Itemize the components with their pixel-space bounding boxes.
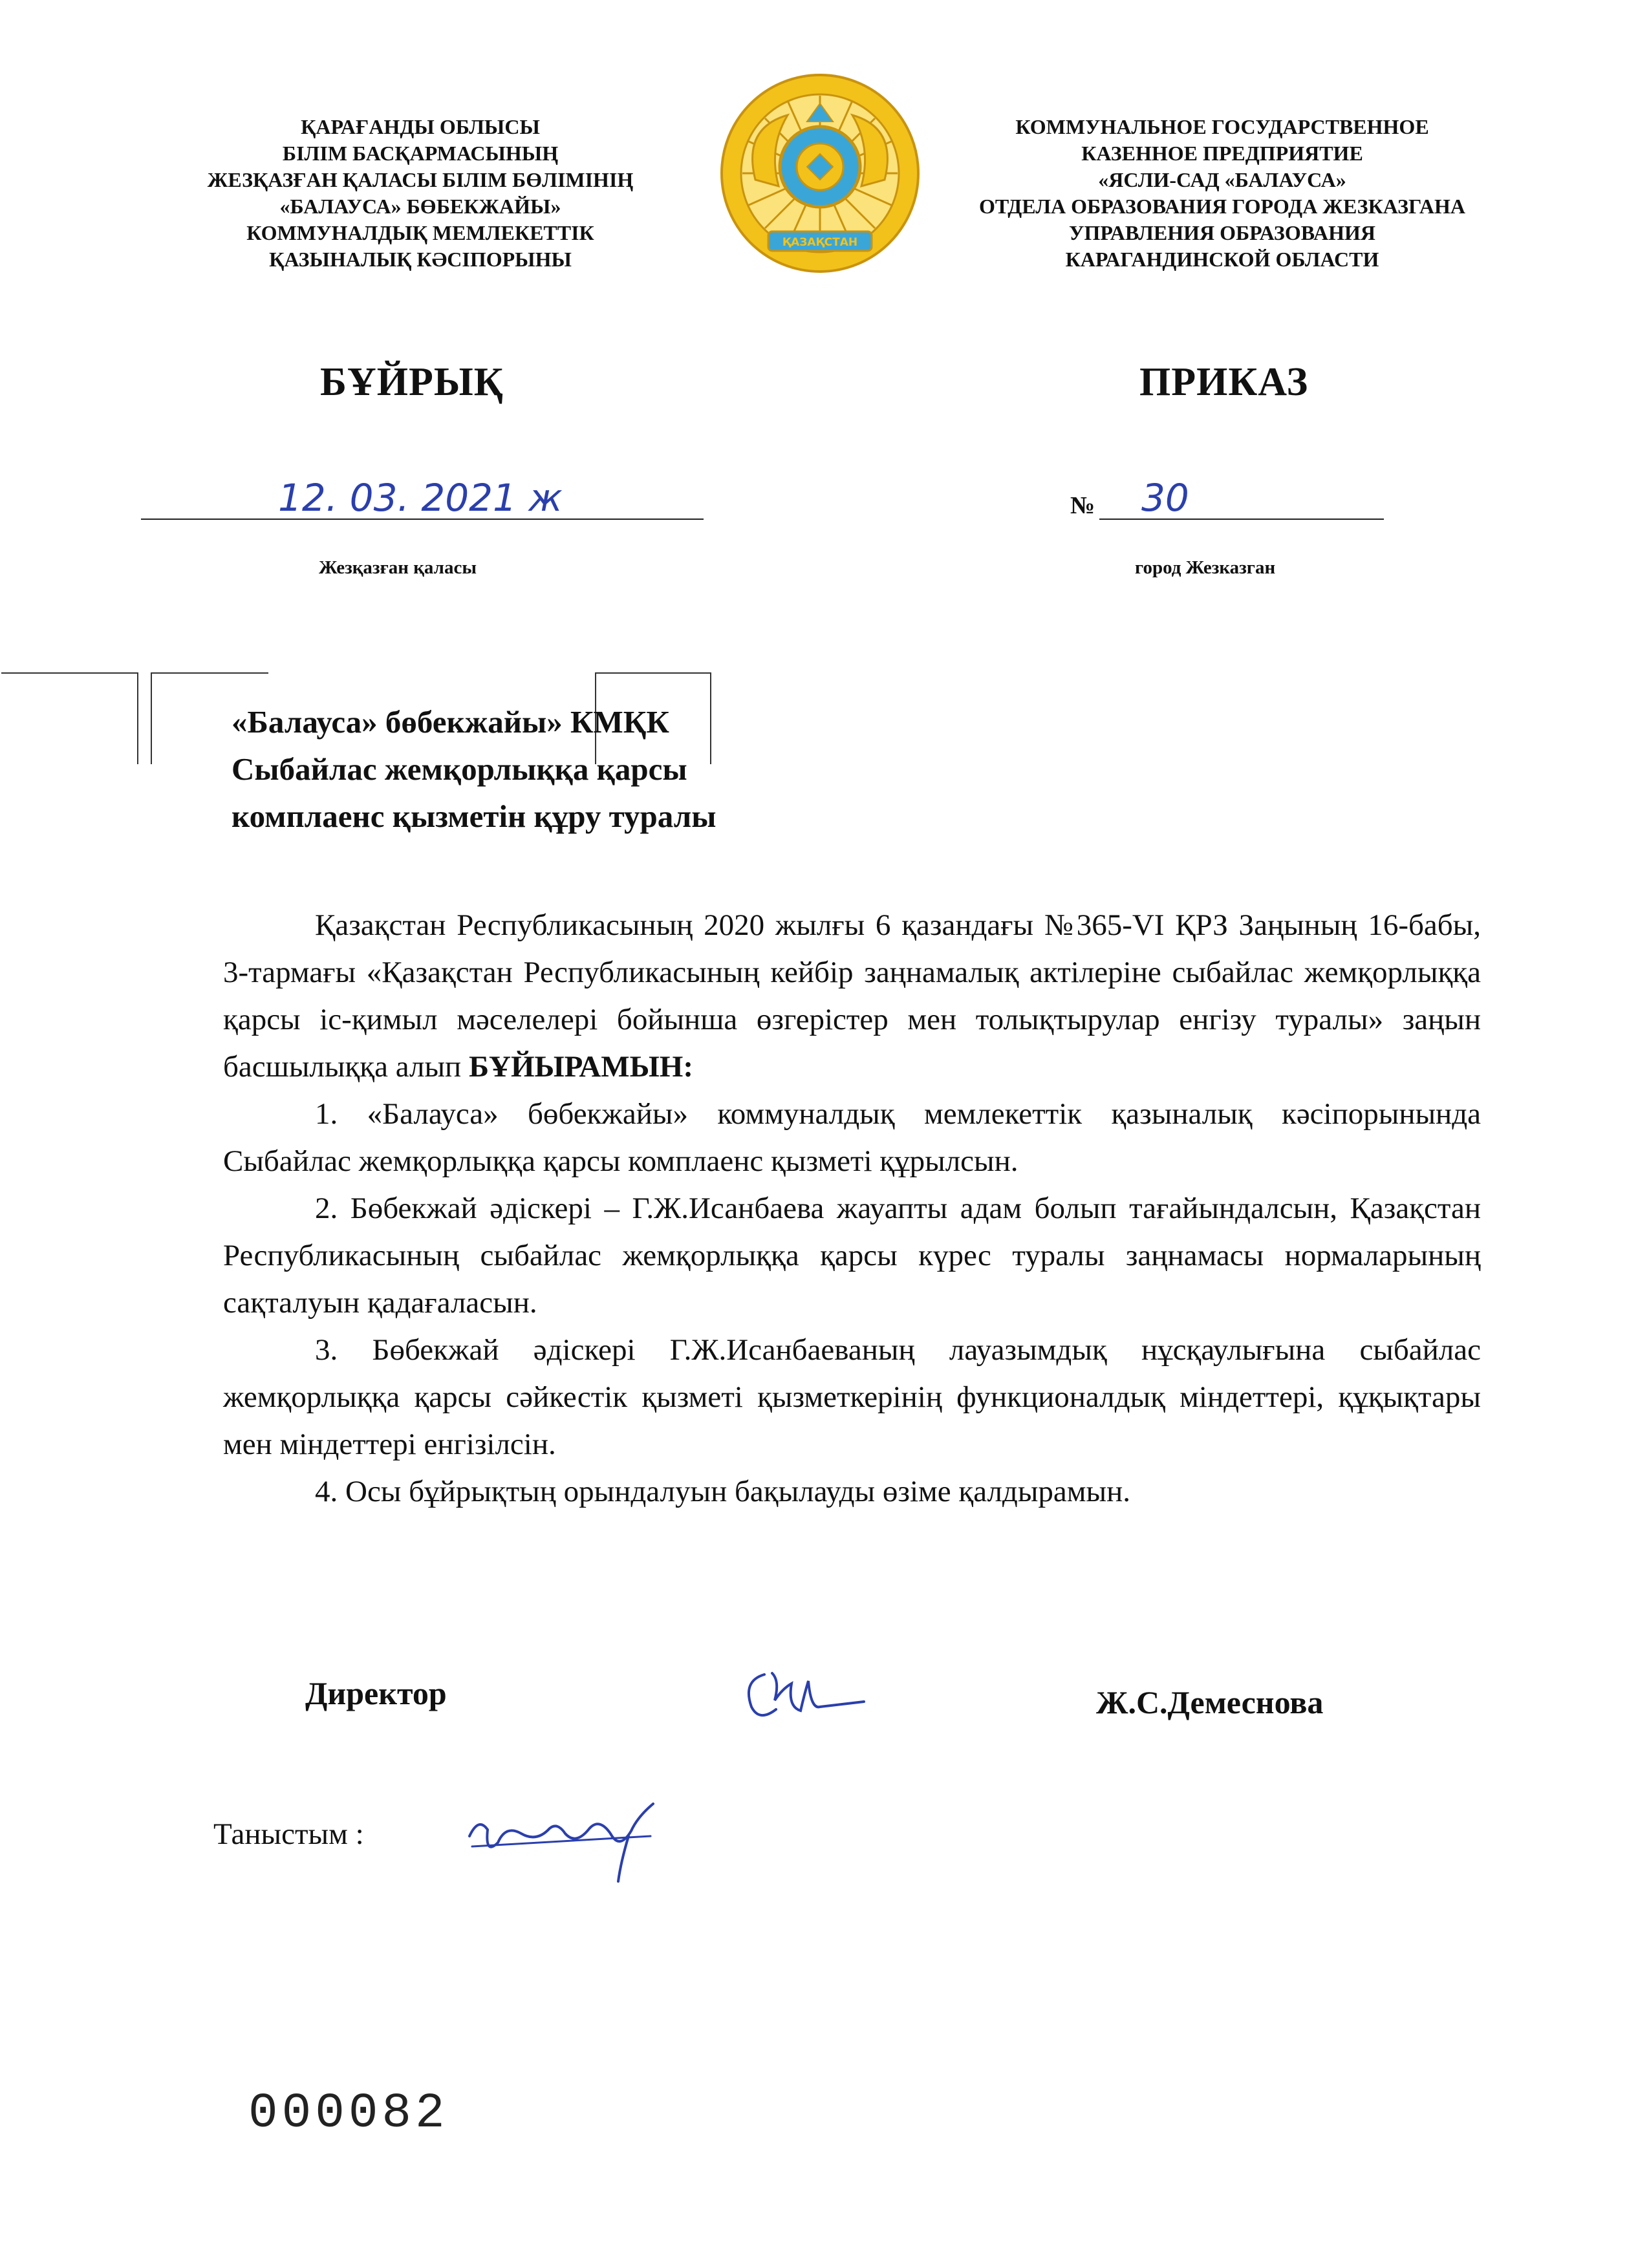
header-right-line: КАРАГАНДИНСКОЙ ОБЛАСТИ <box>1065 248 1379 271</box>
header-right-line: КОММУНАЛЬНОЕ ГОСУДАРСТВЕННОЕ <box>1015 115 1429 138</box>
header-left-line: ЖЕЗҚАЗҒАН ҚАЛАСЫ БІЛІМ БӨЛІМІНІҢ <box>207 168 634 191</box>
city-ru: город Жезказган <box>1135 557 1276 578</box>
document-serial-number: 000082 <box>248 2086 449 2141</box>
emblem-text: ҚАЗАҚСТАН <box>782 236 858 249</box>
header-right-line: УПРАВЛЕНИЯ ОБРАЗОВАНИЯ <box>1068 221 1376 244</box>
state-emblem-icon <box>717 70 923 277</box>
header-right-org <box>905 114 1539 273</box>
header-left-line: КОММУНАЛДЫҚ МЕМЛЕКЕТТІК <box>246 221 594 244</box>
order-body <box>223 902 1481 1515</box>
city-kz: Жезқазған қаласы <box>319 557 477 578</box>
header-right-line: КАЗЕННОЕ ПРЕДПРИЯТИЕ <box>1081 142 1363 165</box>
subject-line: Сыбайлас жемқорлыққа қарсы <box>232 751 687 787</box>
acknowledger-signature-icon <box>459 1791 692 1888</box>
title-kz: БҰЙРЫҚ <box>320 360 504 404</box>
header-left-org <box>129 114 711 273</box>
number-underline <box>1099 519 1384 520</box>
subject-line: «Балауса» бөбекжайы» КМҚК <box>232 704 669 740</box>
order-item: 1. «Балауса» бөбекжайы» коммуналдық мемлекеттік қазыналық кәсіпорынында Сыбайлас жемқорлыққа қарсы комплаенс қызметі құрылсын. <box>223 1097 1481 1178</box>
preamble-text: Қазақстан Республикасының 2020 жылғы 6 қазандағы №365-VI ҚРЗ Заңының 16-бабы, 3-тармағы «Қазақстан Республикасының кейбір заңнамалық актілеріне сыбайлас жемқорлыққа қарсы іс-қимыл мәселелері бойынша өзгерістер мен толықтырулар енгізу туралы» заңын басшылыққа алып <box>223 908 1481 1084</box>
preamble-paragraph <box>223 902 1481 1091</box>
number-handwritten: 30 <box>1141 476 1189 520</box>
order-item: 4. Осы бұйрықтың орындалуын бақылауды өзіме қалдырамын. <box>315 1475 1130 1508</box>
title-ru: ПРИКАЗ <box>1139 360 1309 404</box>
director-signature-icon <box>737 1655 867 1733</box>
order-keyword: БҰЙЫРАМЫН: <box>468 1050 694 1084</box>
order-subject <box>232 698 943 840</box>
acknowledged-label: Таныстым : <box>213 1817 364 1851</box>
header-left-line: БІЛІМ БАСҚАРМАСЫНЫҢ <box>282 142 559 165</box>
date-handwritten: 12. 03. 2021 ж <box>278 476 563 520</box>
corner-bracket-left-outer <box>1 672 138 764</box>
header-left-line: ҚАРАҒАНДЫ ОБЛЫСЫ <box>301 115 540 138</box>
date-underline <box>141 519 704 520</box>
number-sign: № <box>1070 492 1095 519</box>
signatory-position: Директор <box>305 1675 447 1711</box>
subject-line: комплаенс қызметін құру туралы <box>232 798 717 834</box>
order-item: 2. Бөбекжай әдіскері – Г.Ж.Исанбаева жауапты адам болып тағайындалсын, Қазақстан Республикасының сыбайлас жемқорлыққа қарсы күрес туралы заңнамасы нормаларының сақталуын қадағаласын. <box>223 1192 1481 1320</box>
header-right-line: «ЯСЛИ-САД «БАЛАУСА» <box>1098 168 1346 191</box>
header-right-line: ОТДЕЛА ОБРАЗОВАНИЯ ГОРОДА ЖЕЗКАЗГАНА <box>979 195 1465 218</box>
signatory-name: Ж.С.Демеснова <box>1096 1684 1324 1720</box>
header-left-line: ҚАЗЫНАЛЫҚ КӘСІПОРЫНЫ <box>269 248 572 271</box>
header-left-line: «БАЛАУСА» БӨБЕКЖАЙЫ» <box>279 195 561 218</box>
order-item: 3. Бөбекжай әдіскері Г.Ж.Исанбаеваның лауазымдық нұсқаулығына сыбайлас жемқорлыққа қарсы сәйкестік қызметі қызметкерінің функционалдық міндеттері, құқықтары мен міндеттері енгізілсін. <box>223 1333 1481 1461</box>
